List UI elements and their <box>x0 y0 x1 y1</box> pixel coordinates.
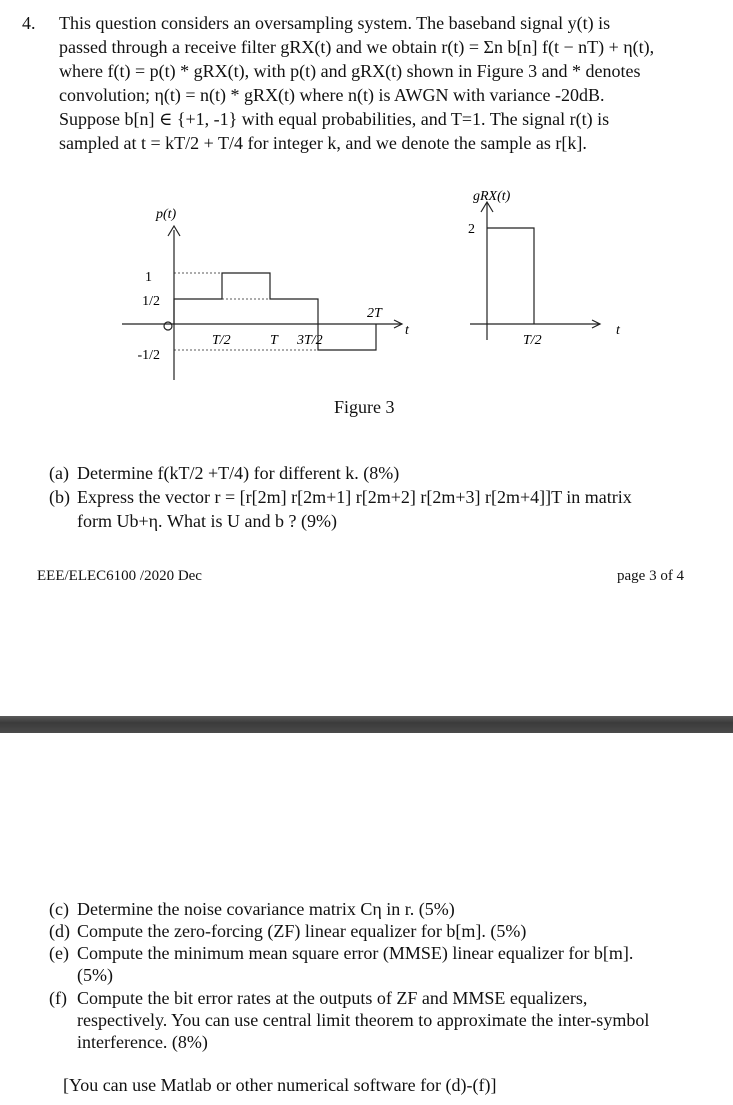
part-b-label: (b) <box>49 487 70 507</box>
p-xtick-3t2: 3T/2 <box>297 333 323 348</box>
part-a-text: Determine f(kT/2 +T/4) for different k. (8%) <box>77 463 400 483</box>
part-f-text-3: interference. (8%) <box>77 1032 208 1052</box>
question-line-1: This question considers an oversampling system. The baseband signal y(t) is <box>59 13 611 33</box>
question-line-5: Suppose b[n] ∈ {+1, -1} with equal probabilities, and T=1. The signal r(t) is <box>59 109 610 129</box>
matlab-note: [You can use Matlab or other numerical software for (d)-(f)] <box>63 1075 497 1095</box>
part-e-label: (e) <box>49 943 69 963</box>
part-f-text-2: respectively. You can use central limit theorem to approximate the inter-symbol <box>77 1010 650 1030</box>
p-xtick-2t: 2T <box>367 306 382 321</box>
part-f-text-1: Compute the bit error rates at the outputs of ZF and MMSE equalizers, <box>77 988 588 1008</box>
part-d-label: (d) <box>49 921 70 941</box>
p-axis-label: t <box>405 323 409 338</box>
part-c-label: (c) <box>49 899 69 919</box>
p-xtick-t: T <box>270 333 278 348</box>
part-a-label: (a) <box>49 463 69 483</box>
question-line-3: where f(t) = p(t) * gRX(t), with p(t) and gRX(t) shown in Figure 3 and * denotes <box>59 61 641 81</box>
g-tick-2: 2 <box>468 222 475 237</box>
part-e-text-2: (5%) <box>77 965 113 985</box>
g-plot <box>470 202 600 340</box>
g-title: gRX(t) <box>473 189 511 204</box>
part-b-text-1: Express the vector r = [r[2m] r[2m+1] r[2m+2] r[2m+3] r[2m+4]]T in matrix <box>77 487 632 507</box>
p-title: p(t) <box>156 207 177 222</box>
part-c-text: Determine the noise covariance matrix Cη in r. (5%) <box>77 899 455 919</box>
footer-page: page 3 of 4 <box>617 568 685 584</box>
part-f-label: (f) <box>49 988 67 1008</box>
p-tick-neg-half: -1/2 <box>137 348 160 363</box>
question-line-4: convolution; η(t) = n(t) * gRX(t) where n(t) is AWGN with variance -20dB. <box>59 85 605 105</box>
part-d-text: Compute the zero-forcing (ZF) linear equalizer for b[m]. (5%) <box>77 921 527 941</box>
g-axis-label: t <box>616 323 620 338</box>
p-origin-mark <box>164 322 172 330</box>
p-tick-half: 1/2 <box>142 294 160 309</box>
footer-course: EEE/ELEC6100 /2020 Dec <box>37 568 202 584</box>
question-line-6: sampled at t = kT/2 + T/4 for integer k, and we denote the sample as r[k]. <box>59 133 587 153</box>
figure-caption: Figure 3 <box>334 397 395 417</box>
g-xtick-t2: T/2 <box>523 333 542 348</box>
figure-3 <box>0 180 733 380</box>
g-waveform <box>487 228 534 324</box>
p-xtick-t2: T/2 <box>212 333 231 348</box>
page-separator <box>0 716 733 733</box>
p-plot <box>122 226 402 380</box>
part-e-text-1: Compute the minimum mean square error (MMSE) linear equalizer for b[m]. <box>77 943 634 963</box>
question-line-2: passed through a receive filter gRX(t) and we obtain r(t) = Σn b[n] f(t − nT) + η(t), <box>59 37 655 57</box>
question-number: 4. <box>22 13 36 33</box>
part-b-text-2: form Ub+η. What is U and b ? (9%) <box>77 511 337 531</box>
p-tick-1: 1 <box>145 270 152 285</box>
